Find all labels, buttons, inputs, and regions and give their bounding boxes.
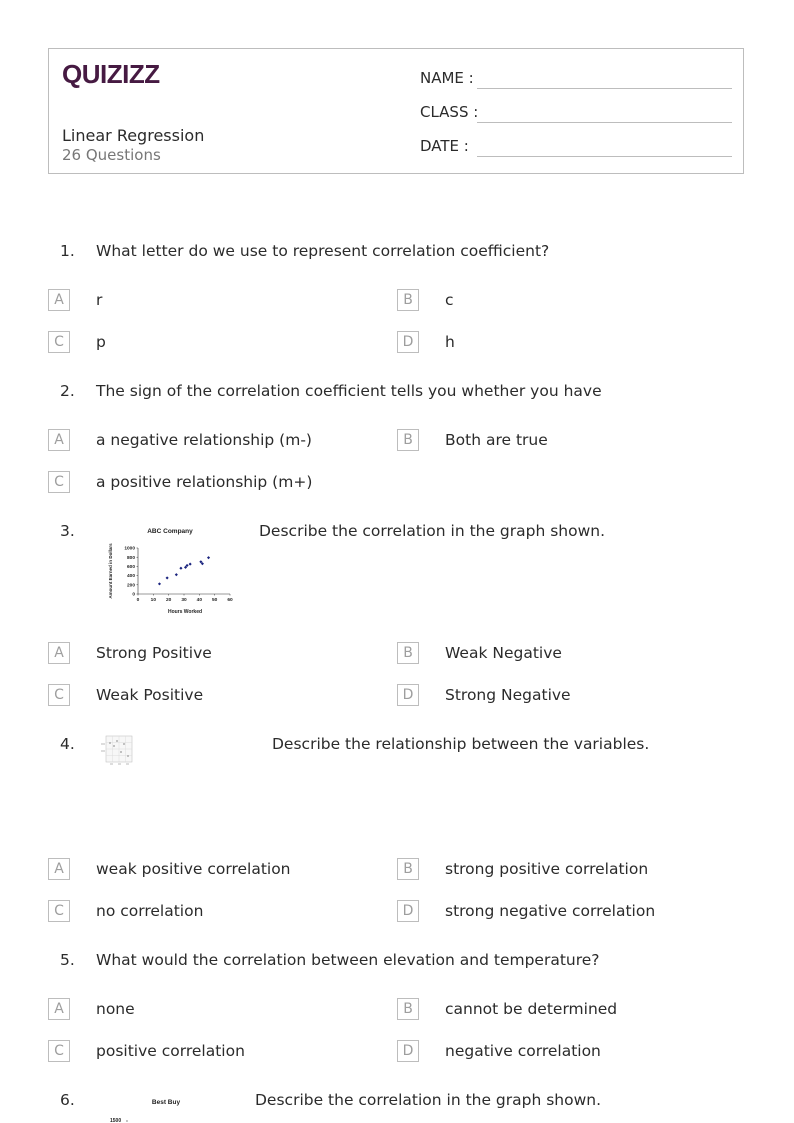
- chart-y-tick-label: 1500: [110, 1118, 122, 1123]
- chart-data-point: [207, 556, 210, 559]
- abc-company-scatter-chart: [100, 524, 240, 618]
- option-text: cannot be determined: [445, 1000, 618, 1018]
- option-letter-box[interactable]: B: [397, 289, 419, 311]
- question-text: The sign of the correlation coefficient tells you whether you have: [96, 382, 602, 400]
- class-line[interactable]: [477, 122, 732, 123]
- option-text: c: [445, 291, 454, 309]
- question-number: 3.: [60, 522, 75, 540]
- chart-data-point: [166, 576, 169, 579]
- question-number: 1.: [60, 242, 75, 260]
- question-number: 6.: [60, 1091, 75, 1109]
- option-text: a negative relationship (m-): [96, 431, 312, 449]
- question-text: What letter do we use to represent correlation coefficient?: [96, 242, 550, 260]
- option-letter-box[interactable]: C: [48, 684, 70, 706]
- name-field[interactable]: [420, 69, 474, 87]
- chart-x-label: Hours Worked: [167, 609, 203, 615]
- chart-x-tick-label: 60: [227, 598, 233, 603]
- option-letter-box[interactable]: C: [48, 1040, 70, 1062]
- option-text: negative correlation: [445, 1042, 601, 1060]
- option-letter-box[interactable]: A: [48, 429, 70, 451]
- chart-title: ABC Company: [147, 528, 193, 535]
- chart-x-tick-label: 10: [150, 598, 157, 603]
- question-count: 26 Questions: [62, 146, 161, 164]
- chart-x-tick-label: 0: [136, 598, 140, 603]
- option-letter-box[interactable]: C: [48, 471, 70, 493]
- chart-data-point: [189, 563, 192, 566]
- option-letter-box[interactable]: C: [48, 900, 70, 922]
- option-letter-box[interactable]: A: [48, 289, 70, 311]
- option-letter-box[interactable]: A: [48, 642, 70, 664]
- option-letter-box[interactable]: D: [397, 1040, 419, 1062]
- question-number: 4.: [60, 735, 75, 753]
- question-text: Describe the correlation in the graph shown.: [259, 522, 606, 540]
- option-text: Weak Positive: [96, 686, 204, 704]
- chart-y-label: Amount Earned in Dollars: [108, 543, 113, 599]
- option-text: Strong Negative: [445, 686, 571, 704]
- option-text: Strong Positive: [96, 644, 212, 662]
- question-text: Describe the relationship between the variables.: [272, 735, 650, 753]
- best-buy-chart: [100, 1094, 200, 1123]
- option-letter-box[interactable]: B: [397, 858, 419, 880]
- option-text: none: [96, 1000, 135, 1018]
- date-field[interactable]: [420, 137, 469, 155]
- chart-x-tick-label: 50: [211, 598, 218, 603]
- option-letter-box[interactable]: A: [48, 858, 70, 880]
- name-label: NAME :: [420, 69, 474, 87]
- option-letter-box[interactable]: C: [48, 331, 70, 353]
- chart-title: Best Buy: [151, 1099, 181, 1106]
- quizizz-logo: QUIZIZZ: [62, 59, 160, 89]
- option-letter-box[interactable]: B: [397, 998, 419, 1020]
- option-letter-box[interactable]: D: [397, 900, 419, 922]
- option-text: Both are true: [445, 431, 548, 449]
- chart-y-tick-label: 0: [132, 592, 135, 598]
- option-text: h: [445, 333, 455, 351]
- chart-y-tick-label: 600: [126, 565, 135, 570]
- option-text: no correlation: [96, 902, 204, 920]
- worksheet-header: [48, 48, 744, 174]
- question-number: 2.: [60, 382, 75, 400]
- option-text: r: [96, 291, 103, 309]
- question-text: Describe the correlation in the graph shown.: [255, 1091, 602, 1109]
- class-field[interactable]: [420, 103, 478, 121]
- option-text: Weak Negative: [445, 644, 562, 662]
- option-text: strong positive correlation: [445, 860, 649, 878]
- chart-data-point: [179, 567, 182, 570]
- option-text: p: [96, 333, 106, 351]
- relationship-graph-thumbnail: [100, 734, 134, 766]
- name-line[interactable]: [477, 88, 732, 89]
- question-text: What would the correlation between elevation and temperature?: [96, 951, 600, 969]
- option-text: strong negative correlation: [445, 902, 656, 920]
- option-letter-box[interactable]: B: [397, 642, 419, 664]
- option-letter-box[interactable]: D: [397, 331, 419, 353]
- chart-y-tick-label: 800: [126, 555, 135, 561]
- date-label: DATE :: [420, 137, 469, 155]
- chart-data-point: [175, 573, 178, 576]
- question-number: 5.: [60, 951, 75, 969]
- class-label: CLASS :: [420, 103, 479, 121]
- option-letter-box[interactable]: A: [48, 998, 70, 1020]
- chart-y-tick-label: 200: [126, 583, 135, 589]
- option-text: a positive relationship (m+): [96, 473, 313, 491]
- chart-y-tick-label: 400: [126, 574, 135, 580]
- date-line[interactable]: [477, 156, 732, 157]
- option-letter-box[interactable]: D: [397, 684, 419, 706]
- chart-x-tick-label: 30: [181, 598, 187, 603]
- chart-data-point: [158, 582, 161, 585]
- chart-y-tick-label: 1000: [124, 546, 135, 552]
- chart-x-tick-label: 40: [196, 598, 203, 603]
- option-letter-box[interactable]: B: [397, 429, 419, 451]
- option-text: positive correlation: [96, 1042, 245, 1060]
- chart-x-tick-label: 20: [165, 598, 172, 603]
- option-text: weak positive correlation: [96, 860, 291, 878]
- worksheet-title: Linear Regression: [62, 126, 205, 145]
